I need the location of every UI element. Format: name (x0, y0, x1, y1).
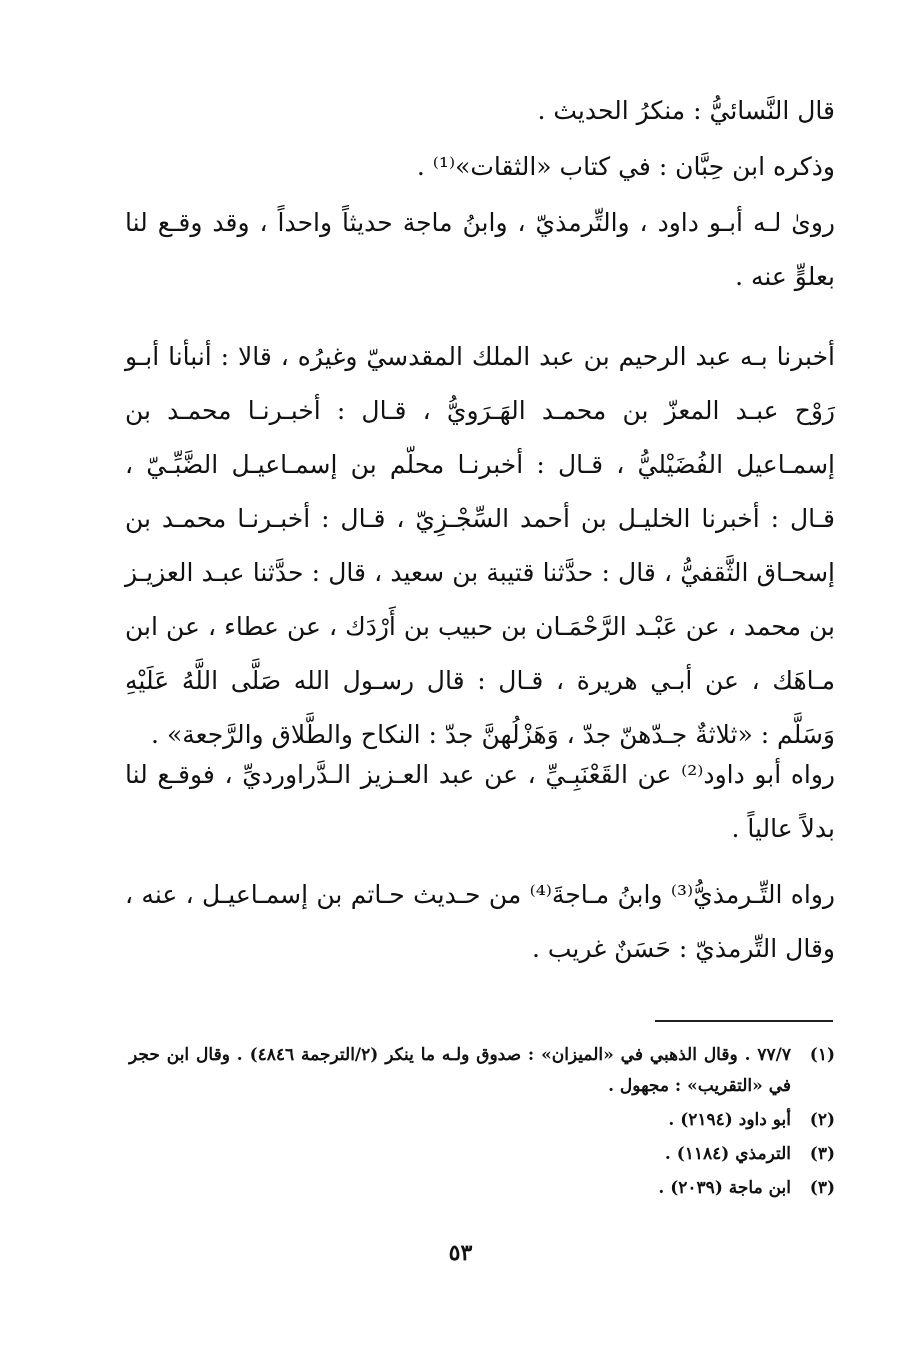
footnote-text: ابن ماجة (٢٠٣٩) . (658, 1178, 791, 1198)
footnote-text: الترمذي (١١٨٤) . (664, 1144, 791, 1164)
footnote-item (129, 1173, 835, 1204)
footnotes (129, 1040, 835, 1204)
footnote-text: أبو داود (٢١٩٤) . (668, 1110, 791, 1130)
footnote-number: (٢) (809, 1110, 835, 1130)
footnote-number: (٣) (809, 1178, 835, 1198)
paragraph-tirmidhi: رواه التِّـرمذيُّ⁽³⁾ وابنُ مـاجةَ⁽⁴⁾ من حـديث حـاتم بن إسمـاعيـل ، عنه ، وقال التِّرمذيّ : حَسَنٌ غريب . (125, 880, 835, 963)
paragraph-abu-dawud: رواه أبو داود⁽²⁾ عن القَعْنَبِـيِّ ، عن عبد العـزيز الـدَّراورديِّ ، فوقـع لنا بدلاً عالياً . (125, 760, 836, 843)
paragraph-ibn-hibban: وذكره ابن حِبَّان : في كتاب «الثقات»⁽¹⁾ . (416, 152, 835, 181)
footnote-number: (١) (809, 1045, 835, 1065)
footnote-item (129, 1040, 835, 1102)
footnote-text: ٧٧/٧ . وقال الذهبي في «الميزان» : صدوق ولـه ما ينكر (٢/الترجمة ٤٨٤٦) . وقال ابن حجر في «التقريب» : مجهول . (129, 1045, 791, 1096)
paragraph-hadith: أخبرنا بـه عبد الرحيم بن عبد الملك المقدسيّ وغيرُه ، قالا : أنبأنا أبـو رَوْح عبـد المعزّ بن محمـد الهَـرَويُّ ، قـال : أخبـرنـا محمـد بن إسمـاعيل الفُضَيْليُّ ، قـال : أخبرنـا محلّم بن إسمـاعيـل الضَّبِّـيّ ، قـال : أخبرنا الخليـل بن أحمد السِّجْـزِيّ ، قـال : أخبـرنـا محمـد بن إسحـاق الثَّقفيُّ ، قال : حدَّثنا قتيبة بن سعيد ، قال : حدَّثنا عبـد العزيـز بن محمد ، عن عَبْـد الرَّحْمَـان بن حبيب بن أَرْدَك ، عن عطاء ، عن ابن مـاهَك ، عن أبـي هريرة ، قـال : قال رسـول الله صَلَّى اللَّهُ عَلَيْهِ وَسَلَّم : «ثلاثةٌ جـدّهنّ جدّ ، وَهَزْلُهنَّ جدّ : النكاح والطَّلاق والرَّجعة» . (125, 342, 835, 749)
main-text (125, 84, 835, 304)
footnote-item (129, 1139, 835, 1170)
paragraph-narrators: روىٰ لـه أبـو داود ، والتِّرمذيّ ، وابنُ ماجة حديثاً واحداً ، وقد وقـع لنا بعلوٍّ عنه . (125, 208, 835, 291)
footnote-separator (655, 1020, 833, 1022)
tirmidhi-section (125, 868, 835, 976)
hadith-chain (125, 330, 835, 762)
page-number: ٥٣ (448, 1240, 473, 1266)
footnote-number: (٣) (809, 1144, 835, 1164)
abu-dawud-section (125, 748, 835, 856)
paragraph-nasai: قال النَّسائيُّ : منكرُ الحديث . (537, 96, 835, 125)
footnote-item (129, 1105, 835, 1136)
